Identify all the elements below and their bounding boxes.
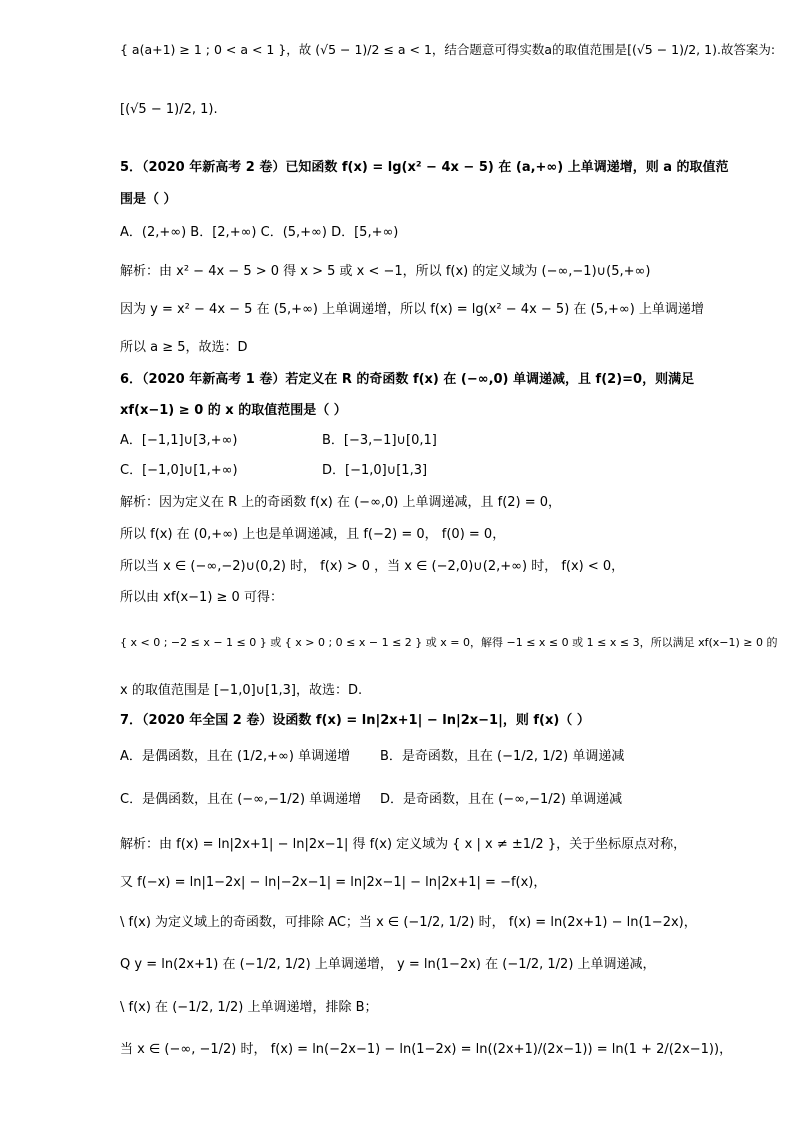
question-6-solution-3: 所以当 x ∈ (−∞,−2)∪(0,2) 时， f(x) > 0 ，当 x ∈ (−2,0)∪(2,+∞) 时， f(x) < 0， bbox=[120, 559, 625, 574]
question-5-stem: 5．（2020 年新高考 2 卷）已知函数 f(x) = lg(x² − 4x − 5) 在 (a,+∞) 上单调递增，则 a 的取值范 bbox=[120, 160, 729, 175]
line-answer-interval: [(√5 − 1)/2, 1). bbox=[120, 102, 218, 117]
question-6-solution-5: { x < 0 ; −2 ≤ x − 1 ≤ 0 } 或 { x > 0 ; 0 ≤ x − 1 ≤ 2 } 或 x = 0，解得 −1 ≤ x ≤ 0 或 1 ≤ x ≤ 3，所以满足 xf(x−1) ≥ 0 的 bbox=[120, 636, 778, 649]
question-6-solution-6: x 的取值范围是 [−1,0]∪[1,3]，故选：D. bbox=[120, 683, 363, 698]
question-6-stem-cont: xf(x−1) ≥ 0 的 x 的取值范围是（ ） bbox=[120, 403, 347, 418]
question-5-stem-cont: 围是（ ） bbox=[120, 192, 177, 207]
question-5-options: A．(2,+∞) B．[2,+∞) C．(5,+∞) D．[5,+∞) bbox=[120, 225, 399, 240]
question-6-option-a: A．[−1,1]∪[3,+∞) bbox=[120, 433, 238, 448]
question-7-option-b: B．是奇函数，且在 (−1/2, 1/2) 单调递减 bbox=[380, 749, 625, 764]
question-6-stem: 6．（2020 年新高考 1 卷）若定义在 R 的奇函数 f(x) 在 (−∞,0) 单调递减，且 f(2)=0，则满足 bbox=[120, 372, 695, 387]
question-7-solution-5: \ f(x) 在 (−1/2, 1/2) 上单调递增，排除 B； bbox=[120, 1000, 378, 1015]
question-7-option-c: C．是偶函数，且在 (−∞,−1/2) 单调递增 bbox=[120, 792, 362, 807]
question-6-option-c: C．[−1,0]∪[1,+∞) bbox=[120, 463, 238, 478]
question-6-option-b: B．[−3,−1]∪[0,1] bbox=[322, 433, 437, 448]
question-7-stem: 7．（2020 年全国 2 卷）设函数 f(x) = ln|2x+1| − ln|2x−1|，则 f(x)（ ） bbox=[120, 713, 590, 728]
question-6-solution-2: 所以 f(x) 在 (0,+∞) 上也是单调递减，且 f(−2) = 0， f(0) = 0， bbox=[120, 527, 506, 542]
question-5-solution-3: 所以 a ≥ 5，故选：D bbox=[120, 340, 248, 355]
question-6-option-d: D．[−1,0]∪[1,3] bbox=[322, 463, 428, 478]
line-range-conclusion: { a(a+1) ≥ 1 ; 0 < a < 1 }，故 (√5 − 1)/2 ≤ a < 1，结合题意可得实数a的取值范围是[(√5 − 1)/2, 1).故答案为: bbox=[120, 42, 776, 57]
question-5-solution-2: 因为 y = x² − 4x − 5 在 (5,+∞) 上单调递增，所以 f(x) = lg(x² − 4x − 5) 在 (5,+∞) 上单调递增 bbox=[120, 302, 704, 317]
question-7-solution-2: 又 f(−x) = ln|1−2x| − ln|−2x−1| = ln|2x−1| − ln|2x+1| = −f(x)， bbox=[120, 875, 547, 890]
question-7-solution-3: \ f(x) 为定义域上的奇函数，可排除 AC；当 x ∈ (−1/2, 1/2) 时， f(x) = ln(2x+1) − ln(1−2x)， bbox=[120, 915, 697, 930]
question-7-option-a: A．是偶函数，且在 (1/2,+∞) 单调递增 bbox=[120, 749, 351, 764]
question-5-solution-1: 解析：由 x² − 4x − 5 > 0 得 x > 5 或 x < −1，所以 f(x) 的定义域为 (−∞,−1)∪(5,+∞) bbox=[120, 264, 651, 279]
question-6-solution-1: 解析：因为定义在 R 上的奇函数 f(x) 在 (−∞,0) 上单调递减，且 f(2) = 0， bbox=[120, 495, 562, 510]
question-6-solution-4: 所以由 xf(x−1) ≥ 0 可得： bbox=[120, 590, 283, 605]
question-7-solution-1: 解析：由 f(x) = ln|2x+1| − ln|2x−1| 得 f(x) 定义域为 { x | x ≠ ±1/2 }，关于坐标原点对称， bbox=[120, 837, 687, 852]
question-7-solution-6: 当 x ∈ (−∞, −1/2) 时， f(x) = ln(−2x−1) − ln(1−2x) = ln((2x+1)/(2x−1)) = ln(1 + 2/(2x−1))， bbox=[120, 1042, 733, 1057]
question-7-option-d: D．是奇函数，且在 (−∞,−1/2) 单调递减 bbox=[380, 792, 623, 807]
question-7-solution-4: Q y = ln(2x+1) 在 (−1/2, 1/2) 上单调递增， y = ln(1−2x) 在 (−1/2, 1/2) 上单调递减， bbox=[120, 957, 656, 972]
